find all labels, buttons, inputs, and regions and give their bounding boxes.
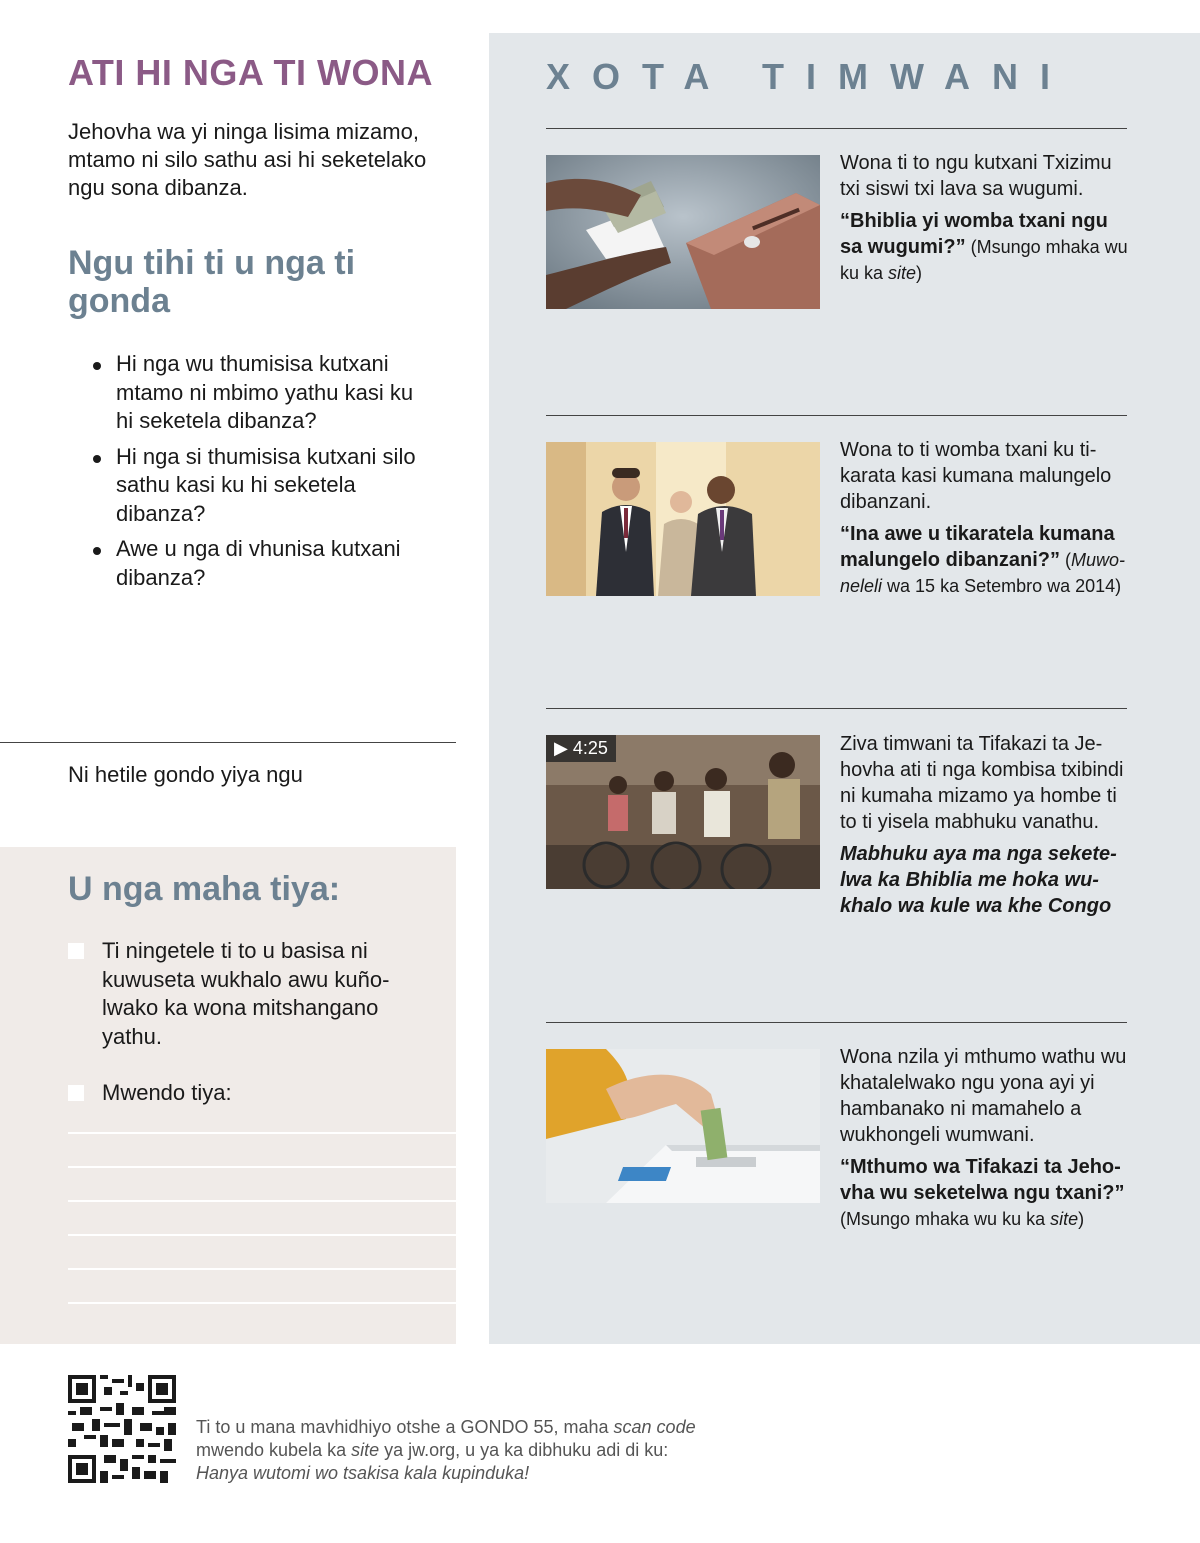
explore-heading: XOTA TIMWANI: [546, 56, 1072, 97]
article-link[interactable]: “Mthumo wa Tifakazi ta Jehovha wu seketelwa ngu txani?” (Msungo mhaka wu ku ka site): [840, 1156, 1125, 1229]
writing-line[interactable]: [68, 1234, 456, 1236]
questions-heading: Ngu tihi ti u nga ti gonda: [68, 244, 356, 320]
divider: [0, 742, 456, 743]
bullet-icon: [93, 362, 101, 370]
footer-note: Ti to u mana mavhidhiyo otshe a GONDO 55, maha scan code mwendo kubela ka site ya jw.org, u ya ka dibhuku adi di ku: Hanya wutomi wo tsakisa kala kupinduka!: [196, 1417, 696, 1483]
intro-text: Jehovha wa yi ninga lisima mizamo, mtamo ni silo sathu asi hi seketelako ngu sona dibanza.: [68, 119, 427, 200]
qr-code-icon[interactable]: [68, 1375, 176, 1483]
page-title: ATI HI NGA TI WONA: [68, 52, 433, 93]
article-link[interactable]: “Ina awe u tikaratela kumana malungelo dibanzani?” (Muwoneleli wa 15 ka Setembro wa 2014): [840, 523, 1126, 596]
article-link[interactable]: “Bhiblia yi womba txani ngu sa wugumi?” (Msungo mhaka wu ku ka site): [840, 210, 1128, 283]
question-item: Hi nga wu thumisisa kutxani mtamo ni mbimo yathu kasi ku hi seketela dibanza?: [90, 350, 430, 436]
explore-item-1: Wona ti to ngu kutxani Txizimu txi siswi txi lava sa wugumi. “Bhiblia yi womba txani ngu sa wugumi?” (Msungo mhaka wu ku ka site): [840, 150, 1130, 286]
explore-item-4: Wona nzila yi mthumo wathu wu khatalelwako ngu yona ayi yi hambanako ni mamahelo a wukhongeli wumwani. “Mthumo wa Tifakazi ta Jehovha wu seketelwa ngu txani?” (Msungo mhaka wu ku ka site): [840, 1044, 1130, 1232]
question-item: Hi nga si thumisisa kutxani silo sathu kasi ku hi seketela dibanza?: [90, 443, 430, 529]
explore-item-2: Wona to ti womba txani ku tikarata kasi kumana malungelo dibanzani. “Ina awe u tikaratela kumana malungelo dibanzani?” (Muwoneleli wa 15 ka Setembro wa 2014): [840, 437, 1130, 599]
questions-list: [90, 350, 430, 599]
contribution-slot-image[interactable]: [546, 1049, 820, 1203]
checklist-item-other: Mwendo tiya:: [102, 1080, 232, 1105]
writing-line[interactable]: [68, 1200, 456, 1202]
divider: [546, 128, 1127, 129]
writing-line[interactable]: [68, 1268, 456, 1270]
checklist-item-practice: Ti ningetele ti to u basisa ni kuwuseta wukhalo awu kuñolwako ka wona mitshangano yathu.: [102, 938, 390, 1049]
writing-line[interactable]: [68, 1166, 456, 1168]
elders-image[interactable]: [546, 442, 820, 596]
video-link[interactable]: Mabhuku aya ma nga seketelwa ka Bhiblia me hoka wukhalo wa kule wa khe Congo: [840, 843, 1117, 917]
bullet-icon: [93, 547, 101, 555]
bicycles-video-image[interactable]: [546, 735, 820, 889]
divider: [546, 415, 1127, 416]
donation-box-image[interactable]: [546, 155, 820, 309]
checkbox-practice[interactable]: [68, 943, 84, 959]
explore-item-3: Ziva timwani ta Tifakazi ta Jehovha ati ti nga kombisa txibindi ni kumaha mizamo ya hombe ti to ti yisela mabhuku vanathu. Mabhuku aya ma nga seketelwa ka Bhiblia me hoka wukhalo wa kule wa khe Congo: [840, 731, 1130, 919]
video-duration-badge: ▶ 4:25: [546, 735, 616, 762]
bullet-icon: [93, 455, 101, 463]
checkbox-other[interactable]: [68, 1085, 84, 1101]
question-item: Awe u nga di vhunisa kutxani dibanza?: [90, 535, 430, 592]
writing-line[interactable]: [68, 1302, 456, 1304]
writing-line[interactable]: [68, 1132, 456, 1134]
completed-lesson-label: Ni hetile gondo yiya ngu: [68, 762, 303, 787]
action-heading: U nga maha tiya:: [68, 870, 341, 908]
divider: [546, 708, 1127, 709]
divider: [546, 1022, 1127, 1023]
